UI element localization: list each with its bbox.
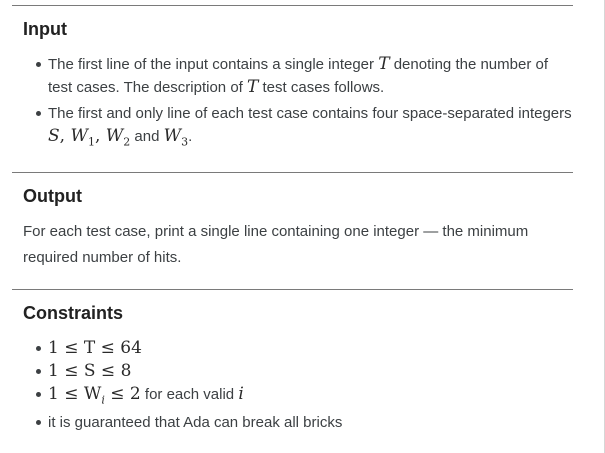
constraint-1: 1 ≤ T ≤ 64: [48, 338, 142, 358]
output-section: [12, 172, 573, 266]
constraints-heading: Constraints: [23, 303, 124, 323]
list-item: [48, 337, 573, 360]
constraints-list: [12, 337, 573, 434]
list-item: The first and only line of each test case contains four space-separated integers S, $W_1$, $W_2$ and $W_3$.: [48, 102, 573, 153]
output-text: For each test case, print a single line containing one integer — the minimum required number of hits.: [23, 223, 529, 266]
math-var-W3: $W_3$: [163, 126, 189, 149]
input-heading: Input: [23, 19, 67, 39]
constraint-3-text: for each valid: [144, 386, 235, 403]
section-divider: [12, 172, 573, 173]
list-item: [48, 360, 573, 383]
input-item1-text: The first line of the input contains a single integer: [48, 56, 375, 73]
output-heading: Output: [23, 186, 82, 206]
list-item: [48, 53, 573, 99]
constraints-section: [12, 289, 573, 432]
math-var-W1: $W_1$: [70, 126, 95, 149]
math-var-T: T: [247, 77, 259, 97]
constraint-2: 1 ≤ S ≤ 8: [48, 361, 132, 381]
math-var-W2: $W_2$: [105, 126, 131, 149]
math-var-i: i: [238, 384, 244, 404]
math-var-S: S: [48, 126, 60, 146]
input-item1-text: denoting the number of: [393, 56, 548, 73]
section-divider: [12, 289, 573, 290]
math-var-T: T: [378, 54, 390, 74]
constraint-4: it is guaranteed that Ada can break all bricks: [48, 414, 343, 432]
input-item2-text: The first and only line of each test case contains four space-separated integers: [48, 105, 572, 122]
input-list: [12, 53, 573, 153]
input-item2-and: and: [134, 128, 160, 145]
input-section: [12, 5, 573, 149]
section-divider: [12, 5, 573, 6]
list-item: [48, 411, 573, 434]
input-item1-text: test cases. The description of: [48, 79, 243, 96]
constraint-3-math: $1 \le W_i \le 2$: [48, 384, 141, 407]
input-item1-text: test cases follows.: [262, 79, 385, 96]
list-item: [48, 383, 573, 411]
